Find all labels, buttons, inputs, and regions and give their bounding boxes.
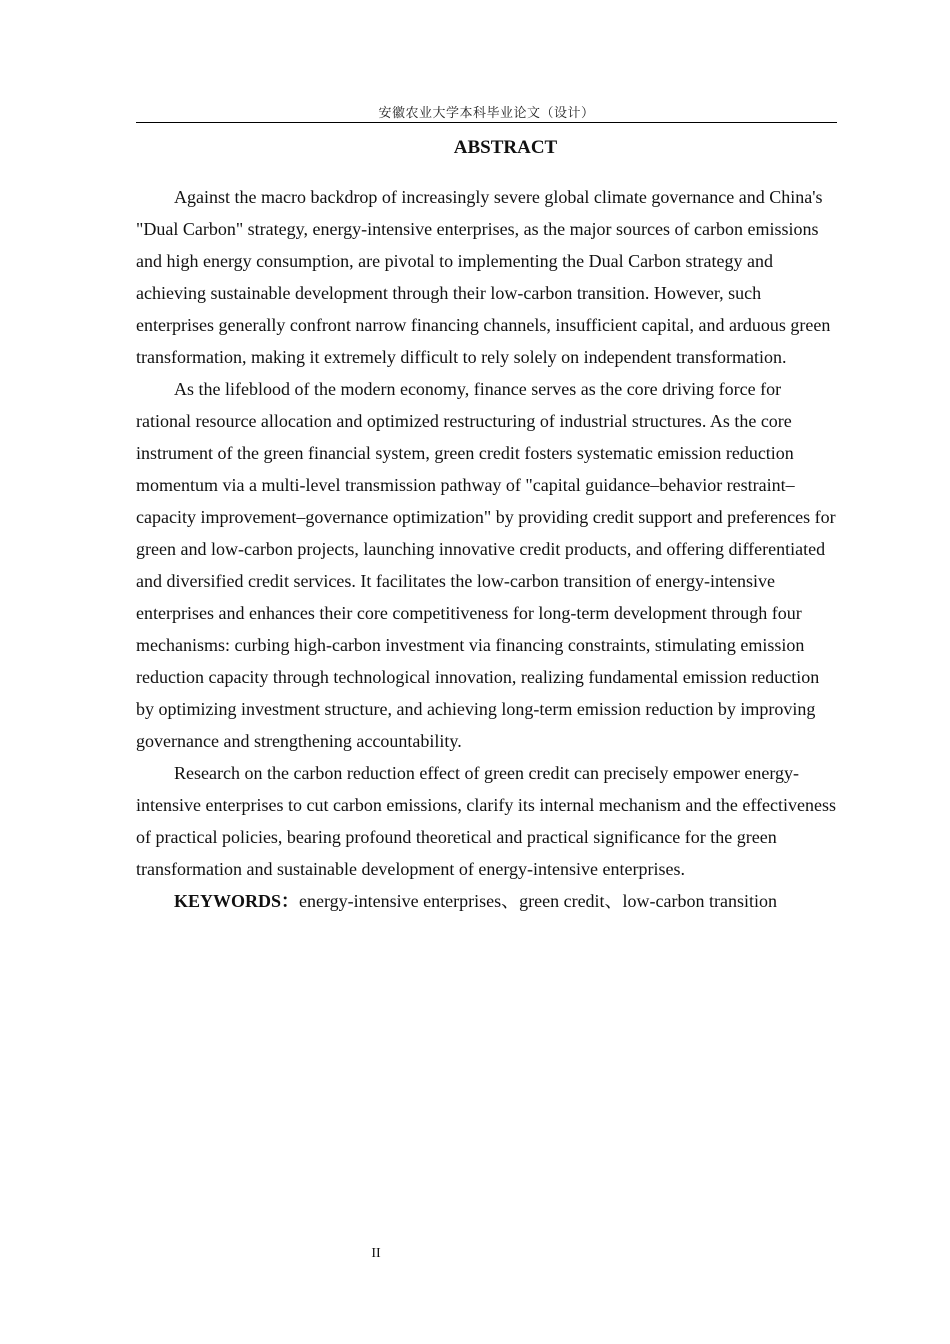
header-rule — [136, 122, 837, 123]
abstract-paragraph-2: As the lifeblood of the modern economy, finance serves as the core driving force for rational resource allocation and optimized restructuring of industrial structures. As the core instrument of the green financial system, green credit fosters systematic emission reduction momentum via a multi-level transmission pathway of "capital guidance–behavior restraint–capacity improvement–governance optimization" by providing credit support and preferences for green and low-carbon projects, launching innovative credit products, and offering differentiated and diversified credit services. It facilitates the low-carbon transition of energy-intensive enterprises and enhances their core competitiveness for long-term development through four mechanisms: curbing high-carbon investment via financing constraints, stimulating emission reduction capacity through technological innovation, realizing fundamental emission reduction by optimizing investment structure, and achieving long-term emission reduction by improving governance and strengthening accountability. — [136, 379, 836, 751]
keywords-line — [136, 885, 837, 917]
running-header: 安徽农业大学本科毕业论文（设计） — [378, 105, 595, 120]
abstract-body — [136, 181, 837, 917]
page-number: II — [371, 1246, 381, 1261]
keywords-list: energy-intensive enterprises、green credit、low-carbon transition — [299, 891, 778, 911]
abstract-paragraph-3: Research on the carbon reduction effect of green credit can precisely empower energy-intensive enterprises to cut carbon emissions, clarify its internal mechanism and the effectiveness of practical policies, bearing profound theoretical and practical significance for the green transformation and sustainable development of energy-intensive enterprises. — [136, 763, 836, 879]
keywords-label: KEYWORDS： — [174, 891, 300, 911]
abstract-heading: ABSTRACT — [453, 137, 558, 158]
abstract-paragraph-1: Against the macro backdrop of increasingly severe global climate governance and China's "Dual Carbon" strategy, energy-intensive enterprises, as the major sources of carbon emissions and high energy consumption, are pivotal to implementing the Dual Carbon strategy and achieving sustainable development through their low-carbon transition. However, such enterprises generally confront narrow financing channels, insufficient capital, and arduous green transformation, making it extremely difficult to rely solely on independent transformation. — [136, 187, 831, 367]
